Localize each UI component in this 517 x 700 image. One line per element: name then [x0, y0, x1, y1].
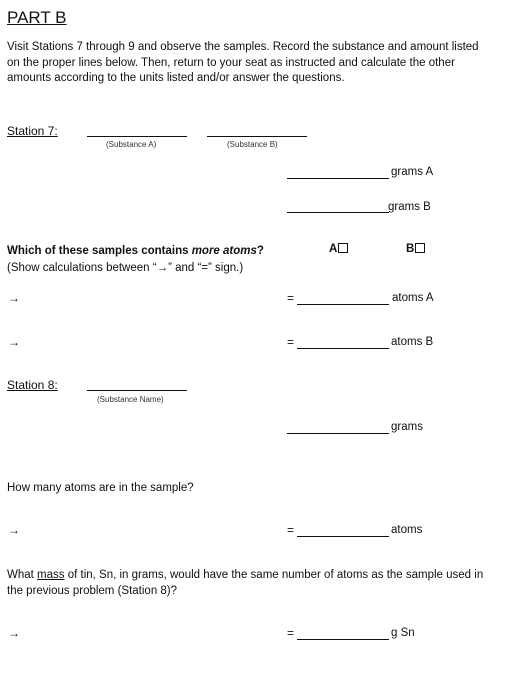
page-title: PART B	[7, 8, 67, 27]
equals-atoms-a: =	[287, 291, 295, 305]
station-8-grams-line[interactable]	[287, 433, 389, 434]
equals-atoms: =	[287, 523, 295, 537]
atoms-a-unit: atoms A	[392, 292, 434, 304]
equals-atoms-b: =	[287, 335, 295, 349]
station-7-label: Station 7:	[7, 124, 58, 138]
arrow-tin: →	[8, 626, 20, 640]
choice-b[interactable]	[406, 243, 425, 255]
grams-a-unit: grams A	[391, 166, 434, 178]
tin-question-mass: mass	[37, 569, 65, 581]
more-atoms-question	[7, 243, 264, 259]
substance-b-caption: (Substance B)	[227, 140, 278, 149]
instructions-paragraph: Visit Stations 7 through 9 and observe the samples. Record the substance and amount listed on the proper lines below. Then, return to your seat as instructed and calculate the other amounts according to the units listed and/or answer the questions.	[7, 41, 479, 84]
grams-a-line[interactable]	[287, 178, 389, 179]
tin-mass-question	[7, 567, 487, 599]
substance-name-line[interactable]	[87, 390, 187, 391]
station-8-grams-unit: grams	[391, 421, 423, 433]
tin-grams-line[interactable]	[297, 639, 389, 640]
arrow-atoms-a: →	[8, 291, 20, 305]
choice-b-label: B	[406, 243, 415, 255]
question-bold-text: Which of these samples contains	[7, 245, 192, 257]
equals-tin: =	[287, 626, 295, 640]
tin-unit: g Sn	[391, 627, 415, 639]
choice-a-checkbox[interactable]	[338, 243, 348, 253]
tin-question-pre: What	[7, 569, 38, 581]
substance-b-line[interactable]	[207, 136, 307, 137]
question-end: ?	[256, 245, 264, 257]
calculation-instruction: (Show calculations between “→” and “=” sign.)	[7, 262, 244, 274]
atoms-b-line[interactable]	[297, 348, 389, 349]
grams-b-unit: grams B	[388, 201, 431, 213]
atoms-in-sample-question: How many atoms are in the sample?	[7, 482, 194, 494]
station-8-label: Station 8:	[7, 378, 58, 392]
substance-name-caption: (Substance Name)	[97, 395, 164, 404]
choice-a[interactable]	[329, 243, 348, 255]
station-8-atoms-unit: atoms	[391, 524, 423, 536]
station-8-atoms-line[interactable]	[297, 536, 389, 537]
tin-question-post: of tin, Sn, in grams, would have the same number of atoms as the sample used in the previous problem (Station 8)?	[7, 569, 484, 597]
atoms-a-line[interactable]	[297, 304, 389, 305]
arrow-atoms: →	[8, 523, 20, 537]
arrow-atoms-b: →	[8, 335, 20, 349]
substance-a-line[interactable]	[87, 136, 187, 137]
substance-a-caption: (Substance A)	[106, 140, 157, 149]
grams-b-line[interactable]	[287, 212, 389, 213]
question-italic-text: more atoms	[191, 245, 257, 257]
choice-a-label: A	[329, 243, 338, 255]
atoms-b-unit: atoms B	[391, 336, 434, 348]
choice-b-checkbox[interactable]	[415, 243, 425, 253]
